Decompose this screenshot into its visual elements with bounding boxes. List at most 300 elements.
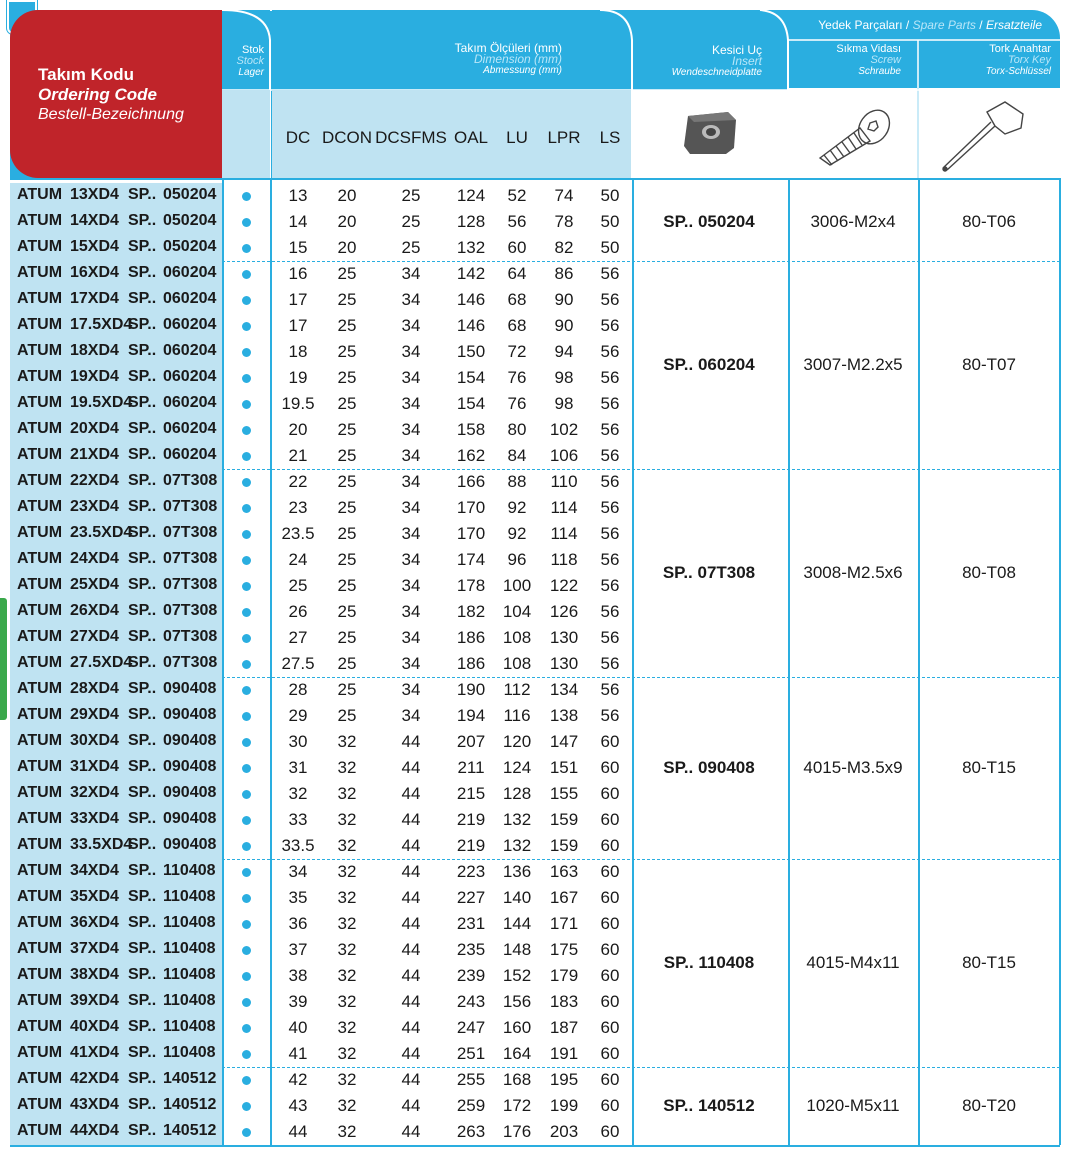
ordering-code-part: ATUM — [17, 888, 63, 905]
dimension-cell: 120 — [502, 732, 532, 751]
ordering-code-cell — [10, 235, 222, 261]
screw-de: Schraube — [858, 66, 901, 77]
dimension-cell: 140 — [502, 888, 532, 907]
ordering-code-part: 21XD4 — [70, 446, 119, 463]
dimension-cell: 13 — [288, 186, 308, 205]
dimension-cell: 16 — [288, 264, 308, 283]
table-row — [10, 235, 1060, 261]
ordering-code-cell — [10, 677, 222, 703]
dimension-cell: 15 — [288, 238, 308, 257]
dimension-cell: 25 — [288, 576, 308, 595]
col-dcon: DCON — [321, 128, 373, 147]
ordering-code-part: ATUM — [17, 706, 63, 723]
dimension-cell: 34 — [401, 368, 421, 387]
dimension-cell: 106 — [549, 446, 579, 465]
dimension-cell: 44 — [401, 1044, 421, 1063]
dimension-cell: 34 — [288, 862, 308, 881]
dimension-cell: 32 — [337, 1096, 357, 1115]
dimension-cell: 90 — [554, 290, 574, 309]
stock-dot-icon — [242, 478, 251, 487]
ordering-code-part: SP.. — [128, 238, 157, 255]
dimension-cell: 194 — [456, 706, 486, 725]
dimension-cell: 44 — [401, 810, 421, 829]
spare-parts-header — [792, 18, 1042, 32]
ordering-code-part: 090408 — [163, 810, 217, 827]
ordering-code-cell — [10, 495, 222, 521]
ordering-code-part: SP.. — [128, 1018, 157, 1035]
dimension-cell: 25 — [337, 316, 357, 335]
col-ls: LS — [599, 128, 621, 147]
dimension-cell: 34 — [401, 342, 421, 361]
ordering-code-part: 34XD4 — [70, 862, 119, 879]
ordering-code-part: 060204 — [163, 420, 217, 437]
ordering-code-part: 090408 — [163, 732, 217, 749]
dimension-cell: 255 — [456, 1070, 486, 1089]
stock-dot-icon — [242, 894, 251, 903]
ordering-code-part: 44XD4 — [70, 1122, 119, 1139]
ordering-code-cell — [10, 339, 222, 365]
table-row — [10, 287, 1060, 313]
dimension-cell: 191 — [549, 1044, 579, 1063]
stock-dot-icon — [242, 764, 251, 773]
ordering-code-part: SP.. — [128, 680, 157, 697]
ordering-code-part: 140512 — [163, 1096, 217, 1113]
dimension-cell: 56 — [600, 264, 620, 283]
ordering-code-part: 060204 — [163, 368, 217, 385]
ordering-code-part: 35XD4 — [70, 888, 119, 905]
dimension-cell: 76 — [507, 368, 527, 387]
dimension-cell: 150 — [456, 342, 486, 361]
stock-dot-icon — [242, 400, 251, 409]
dimension-cell: 25 — [337, 654, 357, 673]
dimension-cell: 104 — [502, 602, 532, 621]
dimension-cell: 132 — [456, 238, 486, 257]
ordering-code-part: 060204 — [163, 264, 217, 281]
dimension-cell: 23.5 — [281, 524, 315, 543]
dimension-cell: 44 — [401, 992, 421, 1011]
ordering-code-part: 110408 — [163, 966, 216, 983]
stock-dot-icon — [242, 504, 251, 513]
ordering-code-part: ATUM — [17, 576, 63, 593]
table-bottom-rule — [10, 1145, 1060, 1147]
ordering-code-cell — [10, 365, 222, 391]
dimension-cell: 34 — [401, 602, 421, 621]
ordering-code-part: SP.. — [128, 524, 157, 541]
stock-dot-icon — [242, 296, 251, 305]
ordering-code-part: 090408 — [163, 836, 217, 853]
dimension-cell: 102 — [549, 420, 579, 439]
table-row — [10, 651, 1060, 677]
dimension-cell: 56 — [600, 524, 620, 543]
ordering-code-cell — [10, 1015, 222, 1041]
ordering-code-part: 19.5XD4 — [70, 394, 133, 411]
ordering-code-part: ATUM — [17, 732, 63, 749]
ordering-code-part: 110408 — [163, 992, 216, 1009]
stock-dot-icon — [242, 322, 251, 331]
column-rule — [632, 178, 634, 1145]
dimension-cell: 76 — [507, 394, 527, 413]
ordering-code-cell — [10, 755, 222, 781]
dimension-cell: 44 — [401, 784, 421, 803]
dimension-cell: 203 — [549, 1122, 579, 1141]
dimension-cell: 50 — [600, 212, 620, 231]
table-row — [10, 911, 1060, 937]
ordering-code-part: 41XD4 — [70, 1044, 119, 1061]
ordering-code-part: 27XD4 — [70, 628, 119, 645]
ordering-code-part: 090408 — [163, 784, 217, 801]
ordering-code-cell — [10, 963, 222, 989]
dimension-cell: 108 — [502, 628, 532, 647]
dimension-cell: 114 — [550, 524, 578, 543]
ordering-code-part: SP.. — [128, 550, 157, 567]
dimension-cell: 263 — [456, 1122, 486, 1141]
ordering-code-cell — [10, 417, 222, 443]
ordering-code-part: 28XD4 — [70, 680, 119, 697]
table-row — [10, 1067, 1060, 1093]
table-row — [10, 625, 1060, 651]
ordering-code-cell — [10, 573, 222, 599]
dimension-cell: 25 — [337, 290, 357, 309]
spare-de: Ersatzteile — [985, 18, 1042, 32]
column-rule — [270, 178, 272, 1145]
screw-code: 4015-M4x11 — [806, 953, 900, 972]
dimension-cell: 138 — [549, 706, 579, 725]
dimension-cell: 160 — [502, 1018, 532, 1037]
dimension-cell: 259 — [456, 1096, 486, 1115]
dimension-cell: 41 — [288, 1044, 308, 1063]
ordering-code-part: SP.. — [128, 1096, 157, 1113]
dimension-cell: 251 — [456, 1044, 486, 1063]
screw-code: 4015-M3.5x9 — [803, 758, 903, 777]
dimension-cell: 28 — [288, 680, 308, 699]
dimension-cell: 163 — [549, 862, 579, 881]
dimension-cell: 172 — [502, 1096, 532, 1115]
ordering-code-part: SP.. — [128, 602, 157, 619]
ordering-code-part: ATUM — [17, 264, 63, 281]
dimension-cell: 25 — [337, 342, 357, 361]
stock-dot-icon — [242, 790, 251, 799]
ordering-code-part: 060204 — [163, 446, 217, 463]
dimension-cell: 44 — [401, 836, 421, 855]
ordering-code-part: SP.. — [128, 316, 157, 333]
ordering-code-part: ATUM — [17, 654, 63, 671]
dim-en: Dimension (mm) — [473, 52, 562, 66]
stock-dot-icon — [242, 556, 251, 565]
col-oal: OAL — [453, 128, 489, 147]
ordering-code-cell — [10, 313, 222, 339]
dimension-cell: 60 — [600, 862, 620, 881]
dimension-cell: 186 — [456, 654, 486, 673]
dimension-cell: 56 — [600, 420, 620, 439]
dimension-cell: 27.5 — [281, 654, 315, 673]
dimension-cell: 32 — [337, 732, 357, 751]
ordering-code-part: ATUM — [17, 940, 63, 957]
dimension-cell: 96 — [507, 550, 527, 569]
key-code: 80-T07 — [962, 355, 1016, 374]
dimension-cell: 32 — [337, 940, 357, 959]
table-row — [10, 391, 1060, 417]
ordering-code-part: 38XD4 — [70, 966, 119, 983]
ordering-code-part: ATUM — [17, 420, 63, 437]
dimension-cell: 60 — [600, 966, 620, 985]
ordering-code-part: SP.. — [128, 992, 157, 1009]
ordering-code-part: 13XD4 — [70, 186, 119, 203]
spare-tr: Yedek Parçaları — [818, 18, 903, 32]
ordering-code-part: SP.. — [128, 576, 157, 593]
ordering-code-part: 43XD4 — [70, 1096, 119, 1113]
dimension-cell: 190 — [456, 680, 486, 699]
dimension-cell: 80 — [507, 420, 527, 439]
stock-dot-icon — [242, 218, 251, 227]
dimension-cell: 84 — [507, 446, 527, 465]
ordering-code-part: SP.. — [128, 446, 157, 463]
dimension-cell: 25 — [337, 524, 357, 543]
dimension-cell: 42 — [288, 1070, 308, 1089]
dimension-cell: 22 — [288, 472, 308, 491]
screw-en: Screw — [870, 54, 901, 66]
dimension-cell: 98 — [554, 368, 574, 387]
dimension-cell: 74 — [554, 186, 574, 205]
dimension-cell: 56 — [600, 290, 620, 309]
ordering-code-part: SP.. — [128, 810, 157, 827]
dimension-cell: 118 — [550, 550, 578, 569]
insert-tr: Kesici Uç — [711, 43, 762, 57]
dimension-cell: 34 — [401, 654, 421, 673]
dimension-cell: 60 — [600, 810, 620, 829]
table-row — [10, 833, 1060, 859]
ordering-code-part: ATUM — [17, 186, 63, 203]
insert-code: SP.. 110408 — [663, 953, 755, 972]
ordering-code-part: ATUM — [17, 810, 63, 827]
dimension-cell: 25 — [337, 706, 357, 725]
ordering-code-part: 140512 — [163, 1122, 217, 1139]
dimension-cell: 231 — [456, 914, 486, 933]
ordering-code-part: ATUM — [17, 498, 63, 515]
ordering-code-part: 07T308 — [163, 472, 218, 489]
insert-code: SP.. 090408 — [663, 758, 755, 777]
ordering-code-cell — [10, 807, 222, 833]
dimension-cell: 34 — [401, 576, 421, 595]
table-row — [10, 261, 1060, 287]
table-row — [10, 989, 1060, 1015]
ordering-code-part: 110408 — [163, 862, 216, 879]
key-de: Torx-Schlüssel — [985, 66, 1051, 77]
ordering-code-part: 050204 — [163, 186, 217, 203]
stock-dot-icon — [242, 816, 251, 825]
dimension-cell: 34 — [401, 420, 421, 439]
ordering-code-part: 050204 — [163, 238, 217, 255]
group-divider — [222, 261, 1060, 262]
screw-code: 1020-M5x11 — [806, 1096, 900, 1115]
dimension-cell: 78 — [554, 212, 574, 231]
stock-dot-icon — [242, 712, 251, 721]
ordering-code-part: 110408 — [163, 940, 216, 957]
column-rule — [918, 178, 920, 1145]
table-row — [10, 781, 1060, 807]
table-row — [10, 469, 1060, 495]
dimension-cell: 170 — [456, 498, 486, 517]
insert-code: SP.. 050204 — [663, 212, 755, 231]
dimension-cell: 56 — [600, 446, 620, 465]
dimension-cell: 32 — [337, 1070, 357, 1089]
group-divider — [222, 677, 1060, 678]
dimension-cell: 25 — [337, 550, 357, 569]
table-top-rule — [10, 178, 1060, 180]
dimension-cell: 186 — [456, 628, 486, 647]
dimension-cell: 82 — [554, 238, 574, 257]
dimension-cell: 32 — [337, 836, 357, 855]
ordering-code-part: 110408 — [163, 1044, 216, 1061]
key-code: 80-T06 — [962, 212, 1016, 231]
ordering-code-part: SP.. — [128, 914, 157, 931]
dimension-cell: 32 — [288, 784, 308, 803]
ordering-code-part: 33.5XD4 — [70, 836, 133, 853]
ordering-code-cell — [10, 261, 222, 287]
dimension-cell: 166 — [456, 472, 486, 491]
ordering-code-part: SP.. — [128, 628, 157, 645]
ordering-code-part: ATUM — [17, 966, 63, 983]
ordering-code-part: 17XD4 — [70, 290, 119, 307]
dimension-cell: 44 — [401, 966, 421, 985]
stock-dot-icon — [242, 972, 251, 981]
dimension-cell: 26 — [288, 602, 308, 621]
ordering-code-cell — [10, 391, 222, 417]
ordering-code-part: ATUM — [17, 602, 63, 619]
dimension-cell: 183 — [549, 992, 579, 1011]
ordering-code-part: ATUM — [17, 628, 63, 645]
dimension-cell: 25 — [401, 212, 421, 231]
stock-dot-icon — [242, 946, 251, 955]
dimension-cell: 128 — [502, 784, 532, 803]
ordering-code-part: SP.. — [128, 290, 157, 307]
table-row — [10, 443, 1060, 469]
ordering-code-part: ATUM — [17, 524, 63, 541]
ordering-code-part: ATUM — [17, 836, 63, 853]
dimension-cell: 175 — [549, 940, 579, 959]
dimension-cell: 56 — [600, 628, 620, 647]
dimension-cell: 25 — [337, 472, 357, 491]
ordering-code-part: SP.. — [128, 888, 157, 905]
dimension-cell: 56 — [507, 212, 527, 231]
dimension-cell: 56 — [600, 550, 620, 569]
insert-de: Wendeschneidplatte — [671, 67, 762, 78]
ordering-code-cell — [10, 937, 222, 963]
stock-en: Stock — [236, 55, 264, 67]
dimension-cell: 30 — [288, 732, 308, 751]
dimension-cell: 25 — [337, 602, 357, 621]
stock-tr: Stok — [241, 44, 264, 56]
dimension-cell: 164 — [502, 1044, 532, 1063]
dimension-cell: 64 — [507, 264, 527, 283]
dimension-cell: 92 — [507, 524, 527, 543]
dimension-cell: 34 — [401, 290, 421, 309]
ordering-code-part: SP.. — [128, 1122, 157, 1139]
dimension-cell: 56 — [600, 368, 620, 387]
dimension-cell: 68 — [507, 316, 527, 335]
stock-dot-icon — [242, 738, 251, 747]
stock-dot-icon — [242, 634, 251, 643]
ordering-code-part: SP.. — [128, 706, 157, 723]
stock-dot-icon — [242, 842, 251, 851]
dimension-cell: 56 — [600, 342, 620, 361]
col-dcsfms: DCSFMS — [375, 128, 447, 147]
ordering-code-cell — [10, 287, 222, 313]
dimension-cell: 126 — [549, 602, 579, 621]
ordering-code-part: 18XD4 — [70, 342, 119, 359]
ordering-code-part: 19XD4 — [70, 368, 119, 385]
dimension-cell: 25 — [337, 264, 357, 283]
insert-code: SP.. 060204 — [663, 355, 755, 374]
table-row — [10, 859, 1060, 885]
group-divider — [222, 1067, 1060, 1068]
ordering-code-part: 07T308 — [163, 576, 218, 593]
stock-dot-icon — [242, 1050, 251, 1059]
ordering-code-header — [10, 10, 222, 178]
ordering-code-cell — [10, 521, 222, 547]
dimension-cell: 34 — [401, 446, 421, 465]
ordering-code-part: SP.. — [128, 394, 157, 411]
screw-tr: Sıkma Vidası — [836, 43, 901, 55]
ordering-code-cell — [10, 625, 222, 651]
dimension-cell: 86 — [554, 264, 574, 283]
col-lpr: LPR — [547, 128, 581, 147]
ordering-code-cell — [10, 1119, 222, 1145]
ordering-code-part: ATUM — [17, 290, 63, 307]
dimension-cell: 207 — [456, 732, 486, 751]
insert-code: SP.. 07T308 — [662, 563, 756, 582]
dimension-cell: 18 — [288, 342, 308, 361]
dimension-cell: 108 — [502, 654, 532, 673]
ordering-code-part: 39XD4 — [70, 992, 119, 1009]
dimension-cell: 182 — [456, 602, 486, 621]
key-code: 80-T15 — [962, 953, 1016, 972]
ordering-code-part: 060204 — [163, 394, 217, 411]
dimension-cell: 199 — [549, 1096, 579, 1115]
dimension-cell: 20 — [337, 238, 357, 257]
ordering-code-part: SP.. — [128, 420, 157, 437]
stock-dot-icon — [242, 868, 251, 877]
ordering-code-part: 31XD4 — [70, 758, 119, 775]
dimension-cell: 239 — [456, 966, 486, 985]
ordering-code-cell — [10, 729, 222, 755]
dimension-cell: 159 — [549, 836, 579, 855]
dimension-cell: 148 — [502, 940, 532, 959]
ordering-code-part: SP.. — [128, 1070, 157, 1087]
dimension-cell: 17 — [288, 290, 308, 309]
group-divider — [222, 469, 1060, 470]
dimension-cell: 88 — [507, 472, 527, 491]
spare-sep2: / — [979, 18, 983, 32]
key-en: Torx Key — [1007, 54, 1051, 66]
dimension-cell: 25 — [337, 394, 357, 413]
ordering-code-part: ATUM — [17, 758, 63, 775]
dimension-cell: 56 — [600, 498, 620, 517]
stock-de: Lager — [238, 67, 264, 78]
dimension-cell: 23 — [288, 498, 308, 517]
ordering-code-part: ATUM — [17, 316, 63, 333]
dimension-cell: 39 — [288, 992, 308, 1011]
dimension-cell: 44 — [401, 862, 421, 881]
dimension-cell: 90 — [554, 316, 574, 335]
ordering-code-part: 32XD4 — [70, 784, 119, 801]
dimension-cell: 235 — [456, 940, 486, 959]
dimension-cell: 44 — [288, 1122, 308, 1141]
dimension-cell: 50 — [600, 238, 620, 257]
dimension-cell: 44 — [401, 1096, 421, 1115]
ordering-code-cell — [10, 885, 222, 911]
dimension-cell: 34 — [401, 472, 421, 491]
dimension-cell: 215 — [456, 784, 486, 803]
